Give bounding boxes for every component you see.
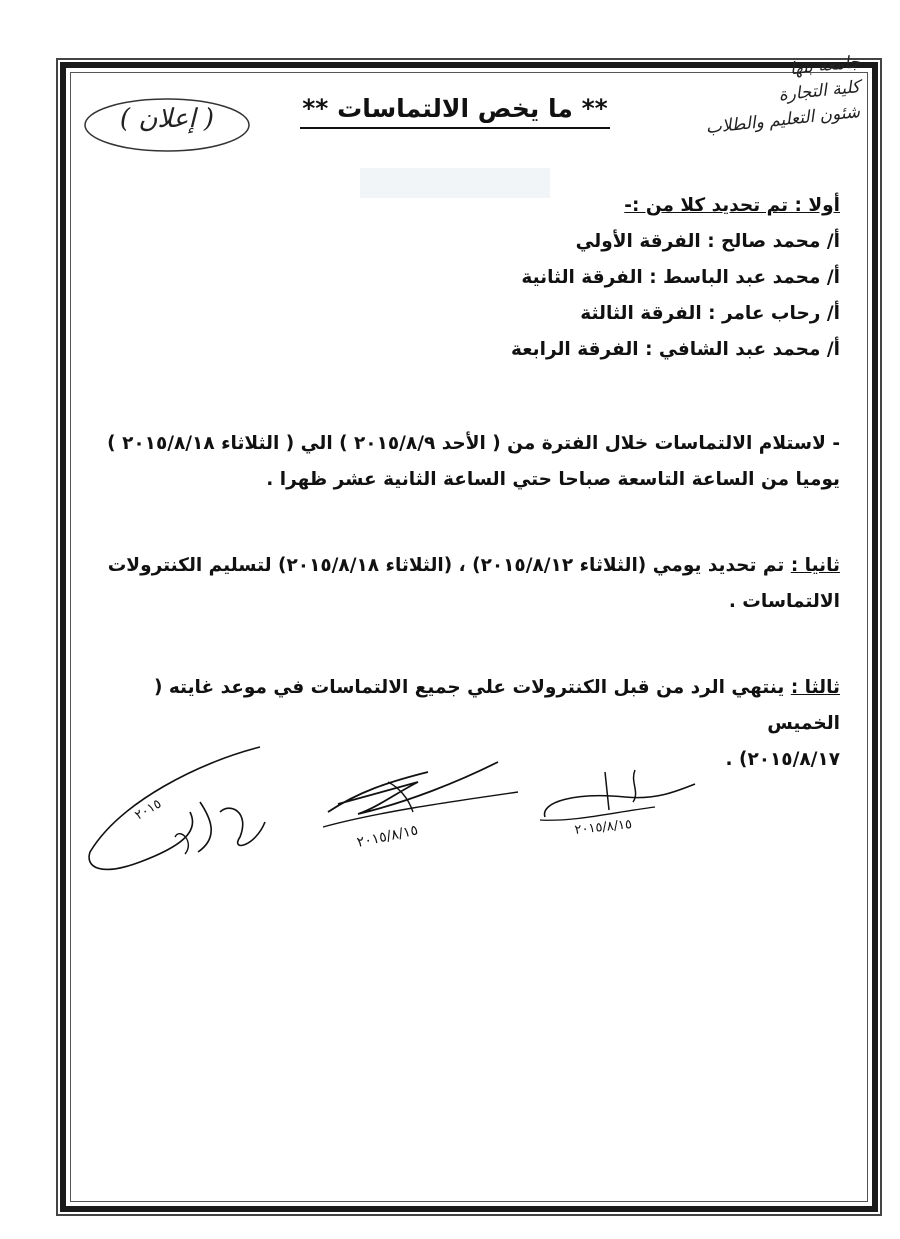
section-first-heading: أولا : تم تحديد كلا من :- <box>624 195 840 216</box>
receipt-note-line: - لاستلام الالتماسات خلال الفترة من ( الأحد ٢٠١٥/٨/٩ ) الي ( الثلاثاء ٢٠١٥/٨/١٨ ) <box>107 433 840 454</box>
section-second-text: الالتماسات . <box>728 591 840 612</box>
section-third-text: ٢٠١٥/٨/١٧) . <box>725 749 840 770</box>
assignment-item: أ/ رحاب عامر : الفرقة الثالثة <box>580 303 840 324</box>
signature-middle <box>318 752 528 862</box>
receipt-note <box>80 426 840 498</box>
signature-date: ٢٠١٥ <box>132 796 165 824</box>
section-second <box>80 548 840 620</box>
signature-right <box>535 762 715 842</box>
section-third-label: ثالثا : <box>790 677 840 698</box>
handwritten-line: جامعة بنها <box>788 52 861 80</box>
signature-date: ٢٠١٥/٨/١٥ <box>355 822 420 851</box>
handwritten-line: شئون التعليم والطلاب <box>704 102 861 139</box>
section-second-label: ثانيا : <box>790 555 840 576</box>
signature-date: ٢٠١٥/٨/١٥ <box>573 817 633 838</box>
assignment-item: أ/ محمد عبد الباسط : الفرقة الثانية <box>521 267 840 288</box>
section-third-text: ينتهي الرد من قبل الكنترولات علي جميع الالتماسات في موعد غايته ( الخميس <box>153 677 840 734</box>
announcement-label: ( إعلان ) <box>119 104 215 134</box>
receipt-note-line: يوميا من الساعة التاسعة صباحا حتي الساعة الثانية عشر ظهرا . <box>266 469 840 490</box>
assignment-item: أ/ محمد عبد الشافي : الفرقة الرابعة <box>511 339 840 360</box>
section-first <box>80 188 840 368</box>
assignment-item: أ/ محمد صالح : الفرقة الأولي <box>575 231 840 252</box>
section-second-text: تم تحديد يومي (الثلاثاء ٢٠١٥/٨/١٢) ، (الثلاثاء ٢٠١٥/٨/١٨) لتسليم الكنترولات <box>107 555 785 576</box>
handwritten-line: كلية التجارة <box>777 77 861 106</box>
signature-left <box>80 742 280 882</box>
page-title: ** ما يخص الالتماسات ** <box>300 94 610 129</box>
handwritten-header <box>630 50 861 139</box>
